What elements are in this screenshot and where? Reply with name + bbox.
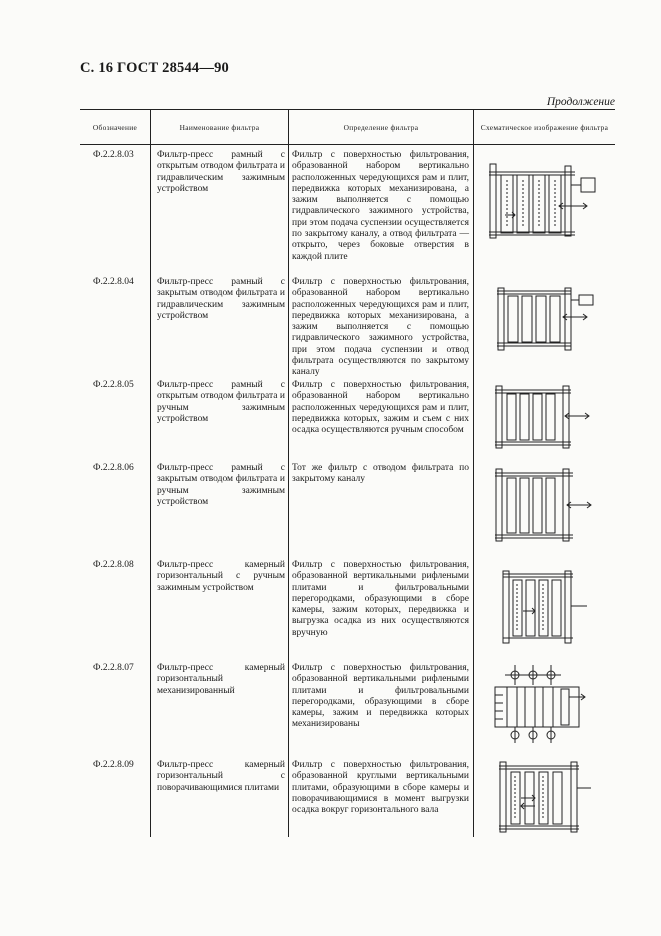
page-header: С. 16 ГОСТ 28544—90 xyxy=(80,60,229,76)
chamber-press-rotating-plates-diagram xyxy=(487,758,597,843)
filter-code: Ф.2.2.8.03 xyxy=(93,150,134,160)
frame-press-closed-manual-diagram xyxy=(487,465,597,552)
column-header-diagram: Схематическое изображение фильтра xyxy=(480,122,609,132)
filter-code: Ф.2.2.8.05 xyxy=(93,380,134,390)
chamber-press-mechanized-diagram xyxy=(487,663,597,752)
filter-definition: Фильтр с поверхностью фильтрования, образованной набором вертикально расположенных чередующихся рам и плит, передвижка которых механизирована, а зажим выполняется с помощью гидравлического зажимного устройства, при этом подача суспензии осуществляется по закрытому каналу, а отвод фильтрата — открыто, через боковые отверстия в каждой плите xyxy=(292,150,469,262)
filter-name: Фильтр-пресс камерный горизонтальный с ручным зажимным устройством xyxy=(157,560,285,593)
filter-code: Ф.2.2.8.06 xyxy=(93,463,134,473)
filters-table xyxy=(80,109,615,816)
filter-code: Ф.2.2.8.04 xyxy=(93,277,134,287)
filter-name: Фильтр-пресс камерный горизонтальный с поворачивающимися плитами xyxy=(157,760,285,793)
table-row xyxy=(80,150,615,274)
filter-name: Фильтр-пресс рамный с закрытым отводом фильтрата и гидравлическим зажимным устройством xyxy=(157,277,285,321)
column-header-code: Обозначение xyxy=(92,122,138,132)
table-row xyxy=(80,760,615,837)
chamber-press-manual-diagram xyxy=(487,566,597,655)
filter-name: Фильтр-пресс рамный с открытым отводом фильтрата и гидравлическим зажимным устройством xyxy=(157,150,285,194)
filter-code: Ф.2.2.8.07 xyxy=(93,663,134,673)
filter-definition: Тот же фильтр с отводом фильтрата по закрытому каналу xyxy=(292,463,469,485)
filter-definition: Фильтр с поверхностью фильтрования, образованной набором вертикально расположенных чередующихся рам и плит, передвижка которых, зажим и съем с них осадка осуществляются ручным способом xyxy=(292,380,469,436)
filter-name: Фильтр-пресс рамный с открытым отводом фильтрата и ручным зажимным устройством xyxy=(157,380,285,424)
table-row xyxy=(80,560,615,660)
filter-code: Ф.2.2.8.08 xyxy=(93,560,134,570)
continuation-label: Продолжение xyxy=(546,96,615,108)
filter-definition: Фильтр с поверхностью фильтрования, образованной вертикальными рифлеными плитами и фильтровальными перегородками, образующими в сборе камеры, зажим и передвижка которых механизированы xyxy=(292,663,469,730)
table-row xyxy=(80,277,615,377)
frame-press-open-manual-diagram xyxy=(487,382,597,459)
filter-code: Ф.2.2.8.09 xyxy=(93,760,134,770)
filter-name: Фильтр-пресс рамный с закрытым отводом фильтрата и ручным зажимным устройством xyxy=(157,463,285,507)
filter-name: Фильтр-пресс камерный горизонтальный механизированный xyxy=(157,663,285,696)
table-row xyxy=(80,463,615,557)
frame-press-closed-hydraulic-diagram xyxy=(487,285,597,362)
table-header xyxy=(80,110,615,145)
frame-press-open-hydraulic-diagram xyxy=(487,160,597,245)
column-header-definition: Определение фильтра xyxy=(343,122,419,132)
filter-definition: Фильтр с поверхностью фильтрования, образованной круглыми вертикальными плитами, образующими в сборе камеры и поворачивающимися в момент выгрузки осадка вокруг горизонтального вала xyxy=(292,760,469,816)
filter-definition: Фильтр с поверхностью фильтрования, образованной вертикальными рифлеными плитами и фильтровальными перегородками, образующими в сборе камеры, зажим которых, передвижка и выгрузка осадка из них осуществляются вручную xyxy=(292,560,469,638)
filter-definition: Фильтр с поверхностью фильтрования, образованной набором вертикально расположенных чередующихся рам и плит, передвижка которых механизирована, а зажим выполняется с помощью гидравлического зажимного устройства, при этом подача суспензии и отвод фильтрата осуществляются по закрытому каналу xyxy=(292,277,469,378)
table-row xyxy=(80,380,615,460)
column-header-name: Наименование фильтра xyxy=(179,122,260,132)
table-row xyxy=(80,663,615,757)
